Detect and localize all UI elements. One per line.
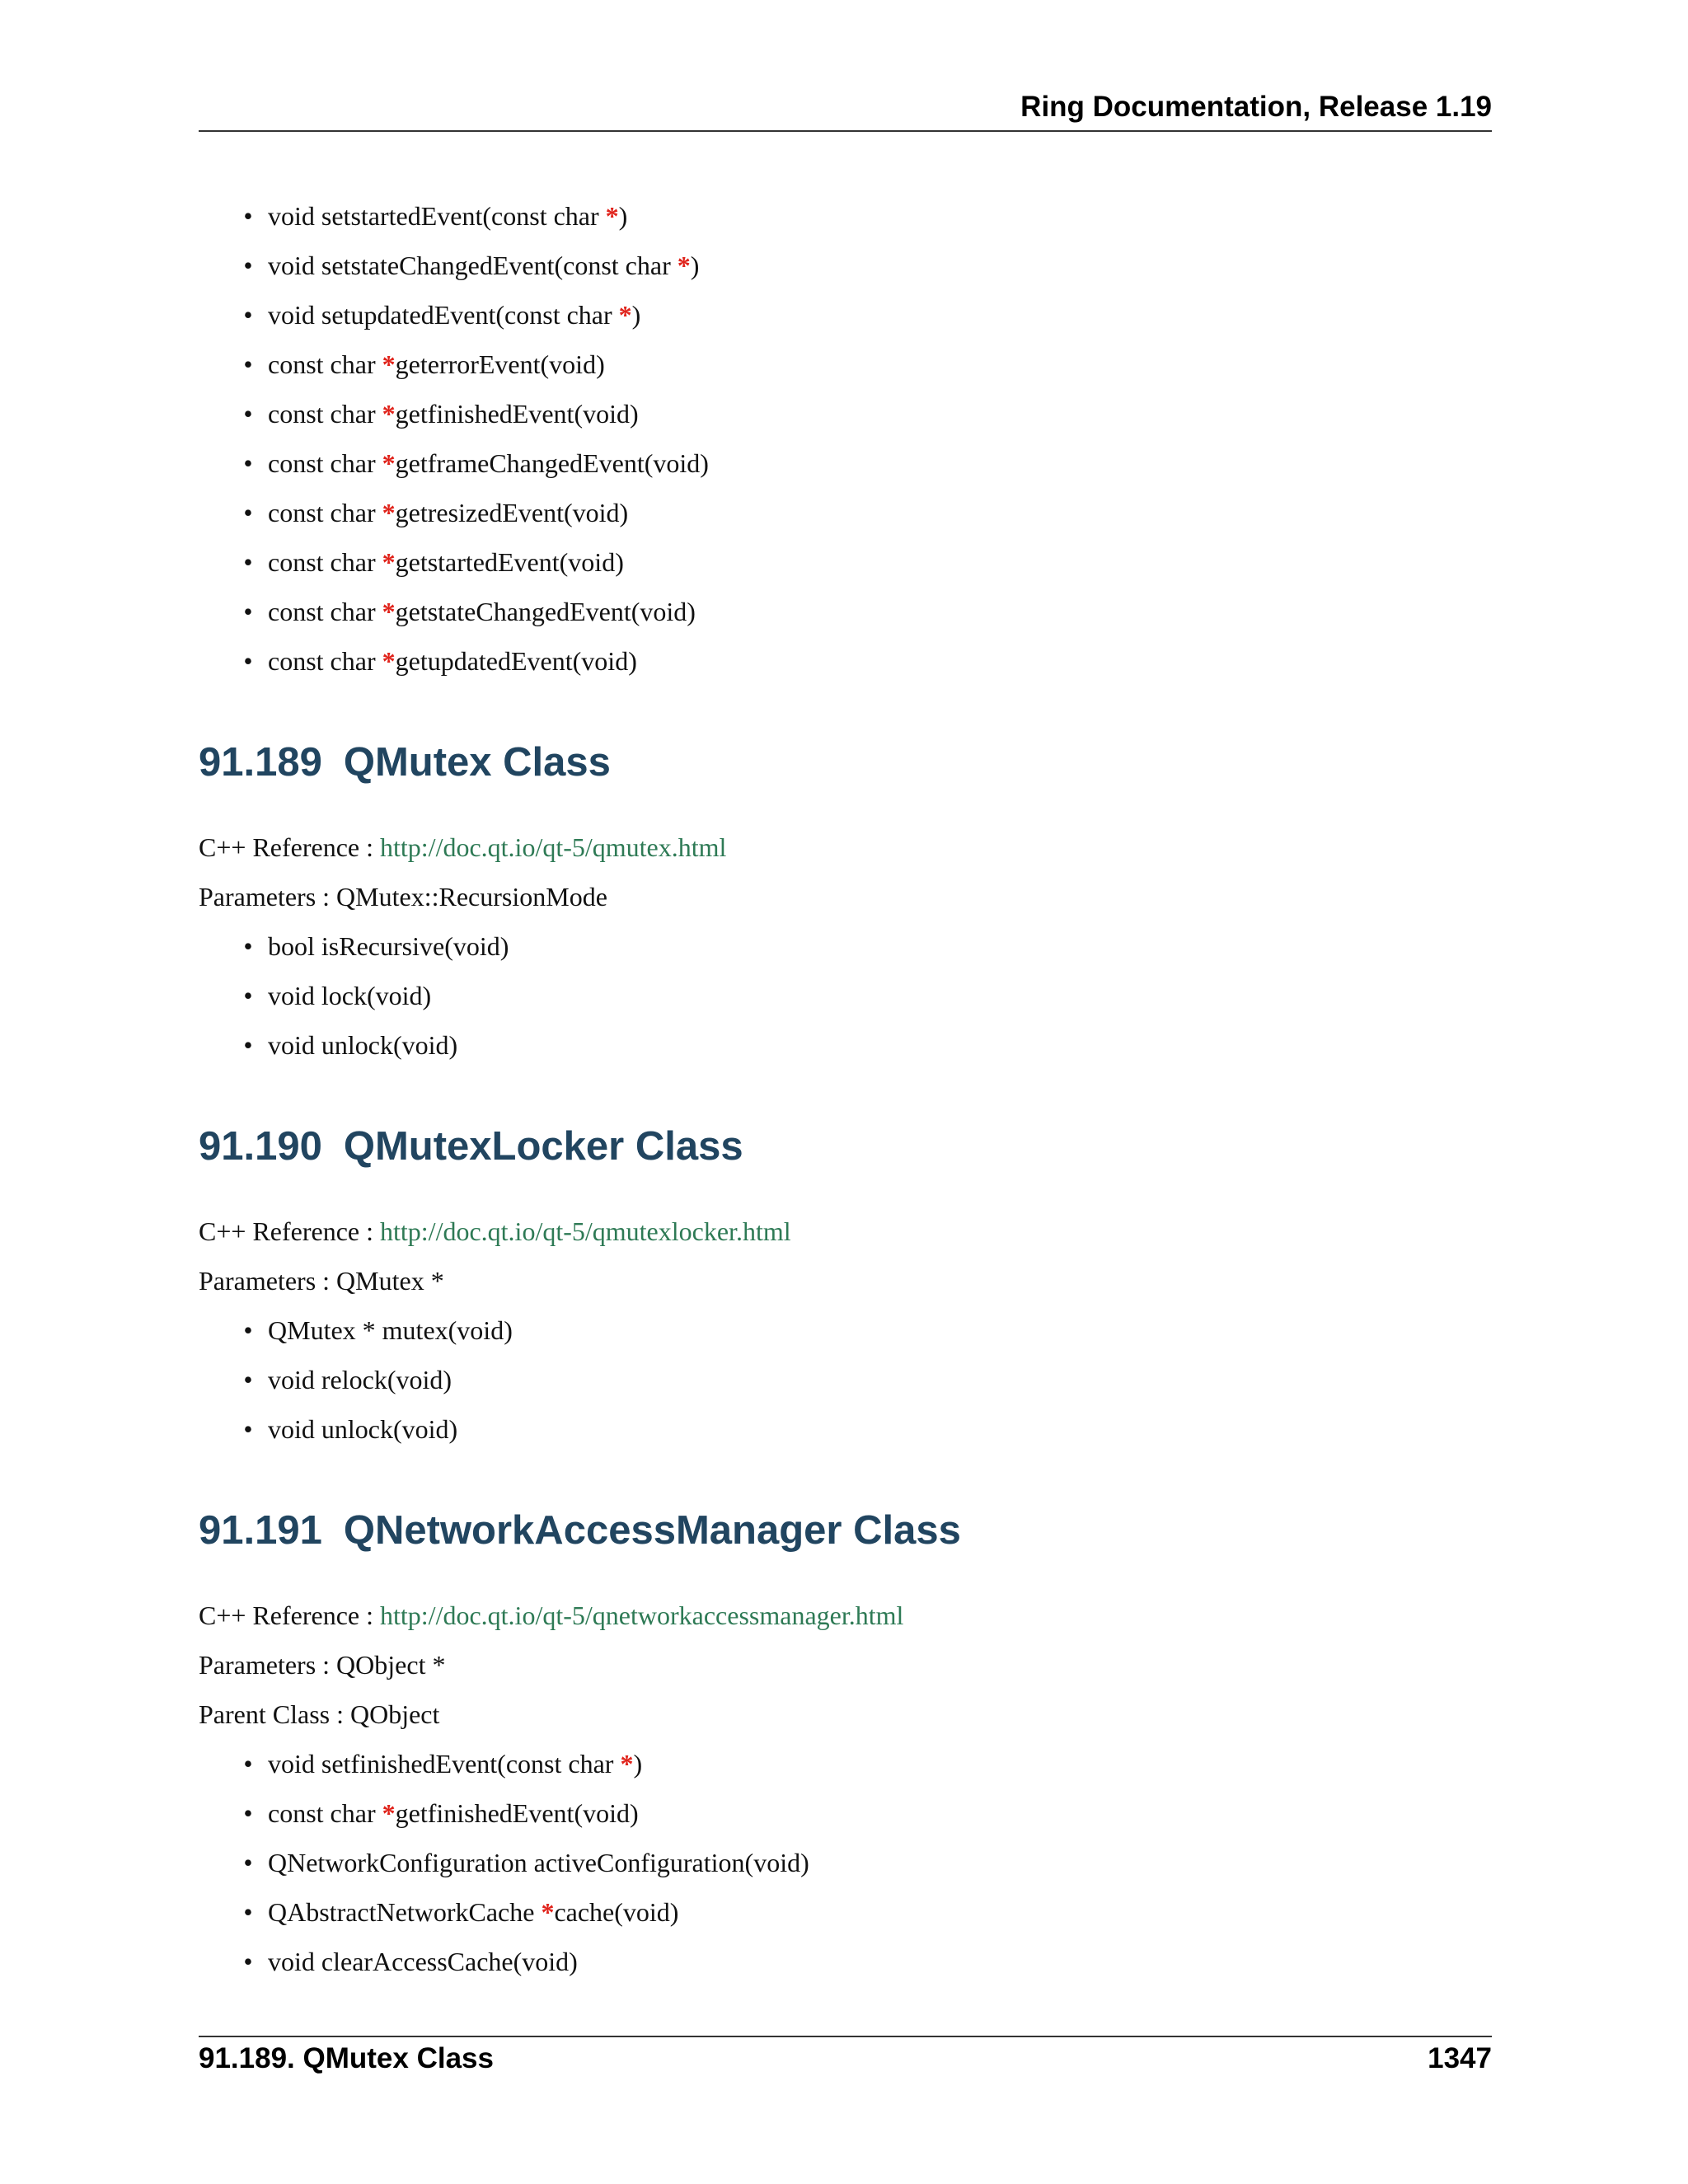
section-heading-qmutex: 91.189 QMutex Class (199, 740, 611, 785)
method-list-continued (199, 191, 709, 686)
footer-rule (199, 2036, 1492, 2037)
list-item: • const char *getfinishedEvent(void) (243, 1798, 639, 1828)
parameters-text: Parameters : QMutex::RecursionMode (199, 882, 607, 912)
list-item: • const char *getfinishedEvent(void) (243, 399, 639, 429)
qmutexlocker-reference-link[interactable]: http://doc.qt.io/qt-5/qmutexlocker.html (380, 1216, 791, 1246)
cpp-reference: C++ Reference : http://doc.qt.io/qt-5/qmutex.html (199, 832, 727, 862)
list-item: • void setstateChangedEvent(const char *) (243, 251, 700, 280)
list-item: • const char *getstartedEvent(void) (243, 547, 624, 577)
section-heading-qmutexlocker: 91.190 QMutexLocker Class (199, 1124, 743, 1169)
list-item: • void setfinishedEvent(const char *) (243, 1749, 643, 1779)
list-item: • void setupdatedEvent(const char *) (243, 300, 641, 330)
parent-class-text: Parent Class : QObject (199, 1699, 440, 1729)
list-item: • const char *getresizedEvent(void) (243, 498, 629, 527)
parameters-text: Parameters : QMutex * (199, 1266, 444, 1296)
method-list-qnetworkaccessmanager (199, 1739, 809, 1986)
list-item: • const char *getstateChangedEvent(void) (243, 597, 696, 626)
list-item: • const char *getframeChangedEvent(void) (243, 448, 709, 478)
list-item: • void unlock(void) (243, 1030, 458, 1060)
list-item: • void setstartedEvent(const char *) (243, 201, 628, 231)
qnetworkaccessmanager-reference-link[interactable]: http://doc.qt.io/qt-5/qnetworkaccessmanager.html (380, 1601, 904, 1630)
list-item: • void clearAccessCache(void) (243, 1947, 578, 1976)
list-item: • QAbstractNetworkCache *cache(void) (243, 1897, 679, 1927)
list-item: • QNetworkConfiguration activeConfiguration(void) (243, 1848, 809, 1877)
section-heading-qnetworkaccessmanager: 91.191 QNetworkAccessManager Class (199, 1508, 961, 1553)
list-item: • void relock(void) (243, 1365, 452, 1394)
list-item: • bool isRecursive(void) (243, 931, 509, 961)
list-item: • void unlock(void) (243, 1414, 458, 1444)
header-rule (199, 130, 1492, 132)
running-header: Ring Documentation, Release 1.19 (1020, 91, 1492, 123)
list-item: • QMutex * mutex(void) (243, 1315, 513, 1345)
parameters-text: Parameters : QObject * (199, 1650, 446, 1680)
list-item: • const char *geterrorEvent(void) (243, 349, 605, 379)
footer-section-title: 91.189. QMutex Class (199, 2042, 494, 2074)
method-list-qmutexlocker (199, 1305, 513, 1454)
cpp-reference: C++ Reference : http://doc.qt.io/qt-5/qmutexlocker.html (199, 1216, 791, 1246)
list-item: • void lock(void) (243, 981, 432, 1010)
list-item: • const char *getupdatedEvent(void) (243, 646, 637, 676)
page-number: 1347 (1428, 2042, 1492, 2074)
method-list-qmutex (199, 921, 509, 1070)
qmutex-reference-link[interactable]: http://doc.qt.io/qt-5/qmutex.html (380, 832, 727, 862)
cpp-reference: C++ Reference : http://doc.qt.io/qt-5/qnetworkaccessmanager.html (199, 1601, 904, 1630)
